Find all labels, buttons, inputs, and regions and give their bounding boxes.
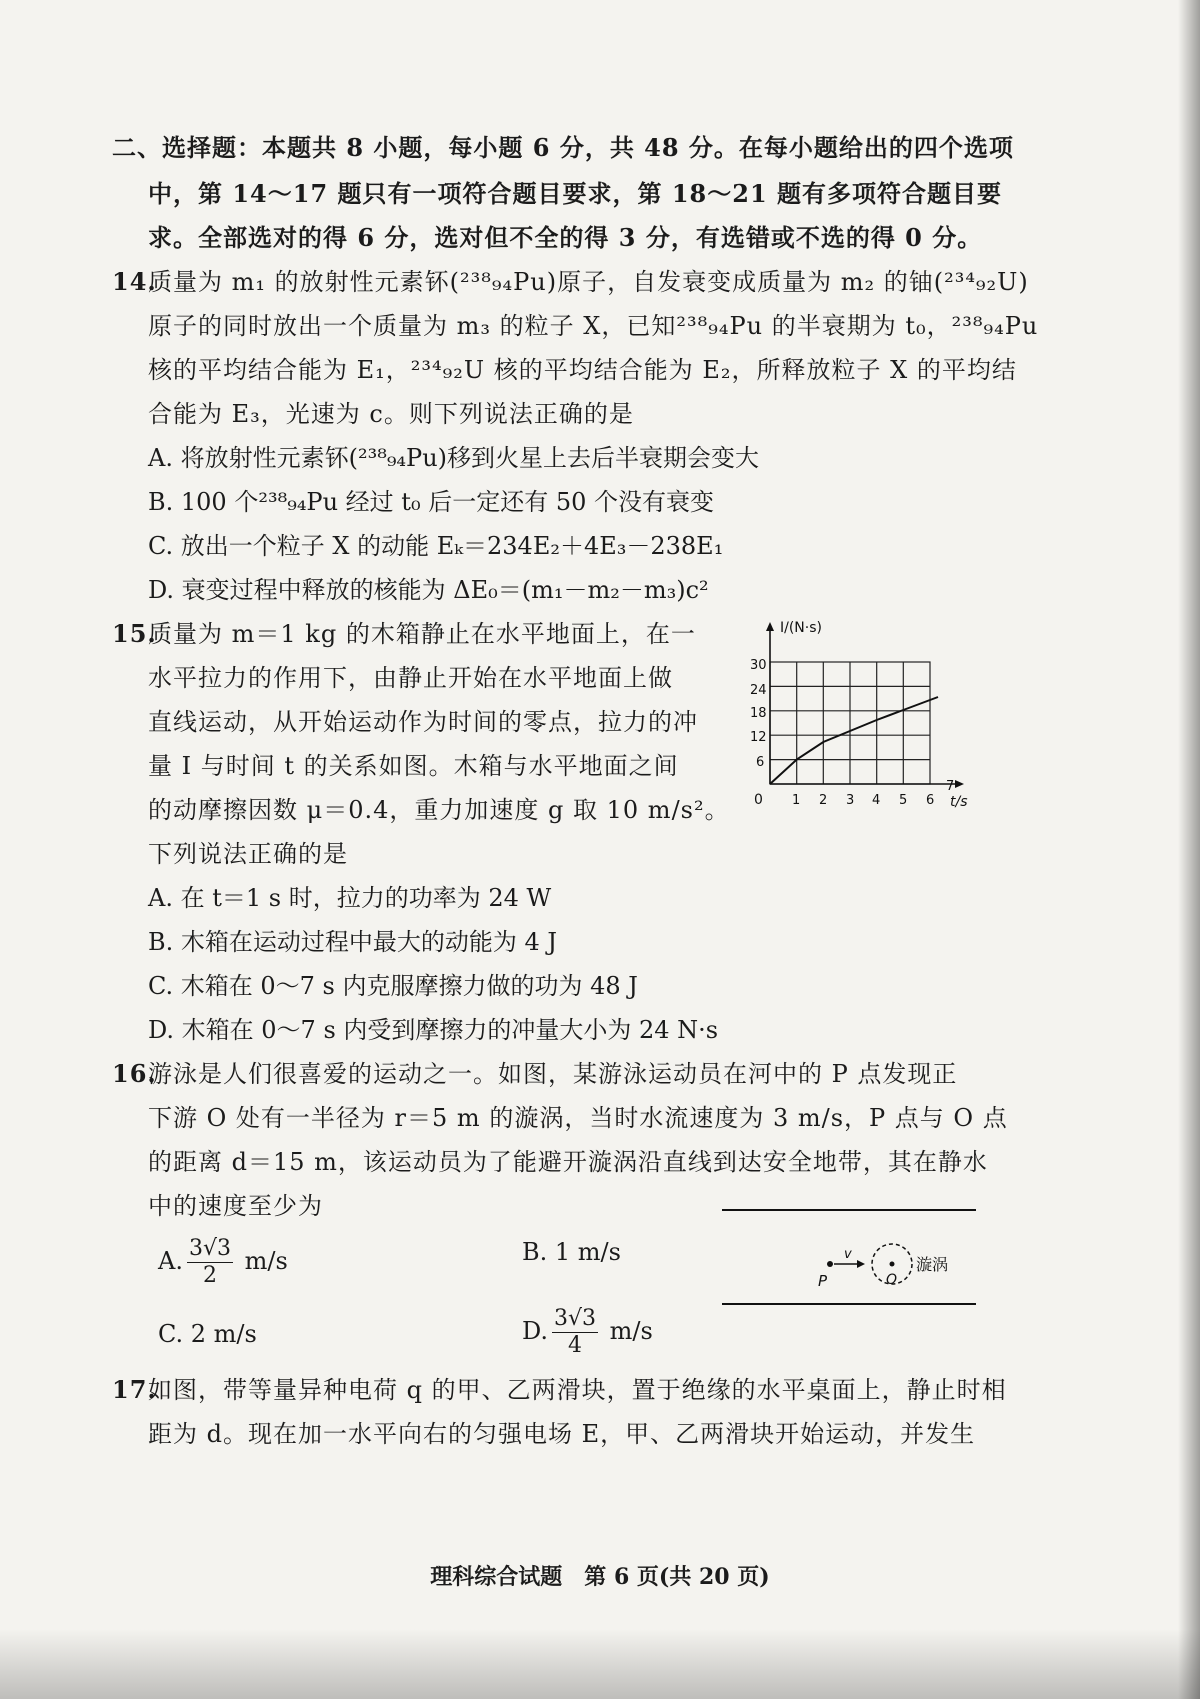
q16-option-b: B. 1 m/s xyxy=(522,1238,621,1266)
point-o-dot xyxy=(890,1262,895,1267)
x-tick-2: 2 xyxy=(819,793,828,808)
q14-stem-line-2: 原子的同时放出一个质量为 m₃ 的粒子 X，已知²³⁸₉₄Pu 的半衰期为 t₀，²³⁸₉₄Pu xyxy=(148,312,1039,340)
section-heading-line-1: 二、选择题：本题共 8 小题，每小题 6 分，共 48 分。在每小题给出的四个选项 xyxy=(112,133,1014,162)
scan-shadow-right xyxy=(1178,0,1200,1699)
q15-option-a: A. 在 t＝1 s 时，拉力的功率为 24 W xyxy=(148,884,552,912)
q15-option-b: B. 木箱在运动过程中最大的动能为 4 J xyxy=(148,928,558,956)
q16-option-d-fraction xyxy=(552,1306,598,1359)
y-tick-30: 30 xyxy=(750,658,767,673)
q15-stem-line-1: 质量为 m＝1 kg 的木箱静止在水平地面上，在一 xyxy=(148,620,696,648)
y-tick-6: 6 xyxy=(756,755,765,770)
q15-impulse-time-graph xyxy=(750,614,990,824)
q16-option-a-prefix: A. xyxy=(158,1247,183,1275)
q14-option-b: B. 100 个²³⁸₉₄Pu 经过 t₀ 后一定还有 50 个没有衰变 xyxy=(148,488,714,516)
q16-option-a-unit: m/s xyxy=(244,1247,288,1275)
figure-label-v: v xyxy=(844,1247,852,1262)
x-tick-6: 6 xyxy=(926,793,935,808)
q16-stem-line-2: 下游 O 处有一半径为 r＝5 m 的漩涡，当时水流速度为 3 m/s，P 点与 O 点 xyxy=(148,1104,1008,1132)
q16-option-c: C. 2 m/s xyxy=(158,1320,257,1348)
q16-stem-line-4: 中的速度至少为 xyxy=(148,1192,323,1220)
q14-stem-line-4: 合能为 E₃，光速为 c。则下列说法正确的是 xyxy=(148,400,634,428)
figure-label-o: O xyxy=(886,1272,898,1288)
y-tick-24: 24 xyxy=(750,683,767,698)
scan-shadow-bottom xyxy=(0,1629,1200,1699)
q15-stem-line-5: 的动摩擦因数 μ＝0.4，重力加速度 g 取 10 m/s²。 xyxy=(148,796,730,824)
q15-stem-line-3: 直线运动，从开始运动作为时间的零点，拉力的冲 xyxy=(148,708,698,736)
q15-stem-line-4: 量 I 与时间 t 的关系如图。木箱与水平地面之间 xyxy=(148,752,679,780)
q15-stem-line-6: 下列说法正确的是 xyxy=(148,840,348,868)
q14-option-d: D. 衰变过程中释放的核能为 ΔE₀＝(m₁－m₂－m₃)c² xyxy=(148,576,709,604)
q15-stem-line-2: 水平拉力的作用下，由静止开始在水平地面上做 xyxy=(148,664,673,692)
page-footer: 理科综合试题 第 6 页(共 20 页) xyxy=(430,1564,770,1590)
y-tick-18: 18 xyxy=(750,706,767,721)
x-tick-5: 5 xyxy=(899,793,908,808)
x-tick-3: 3 xyxy=(846,793,855,808)
impulse-curve xyxy=(770,697,938,784)
q17-number: 17. xyxy=(112,1375,157,1404)
q15-option-c: C. 木箱在 0～7 s 内克服摩擦力做的功为 48 J xyxy=(148,972,638,1000)
q14-stem-line-1: 质量为 m₁ 的放射性元素钚(²³⁸₉₄Pu)原子，自发衰变成质量为 m₂ 的铀(²³⁴₉₂U) xyxy=(148,268,1029,296)
figure-label-p: P xyxy=(818,1272,828,1290)
q16-option-a-fraction xyxy=(187,1236,233,1289)
q16-stem-line-1: 游泳是人们很喜爱的运动之一。如图，某游泳运动员在河中的 P 点发现正 xyxy=(148,1060,958,1088)
q17-stem-line-1: 如图，带等量异种电荷 q 的甲、乙两滑块，置于绝缘的水平桌面上，静止时相 xyxy=(148,1376,1007,1404)
section-heading-line-3: 求。全部选对的得 6 分，选对但不全的得 3 分，有选错或不选的得 0 分。 xyxy=(148,223,983,252)
q15-option-d: D. 木箱在 0～7 s 内受到摩擦力的冲量大小为 24 N·s xyxy=(148,1016,719,1044)
graph-x-label: t/s xyxy=(950,794,968,810)
q14-option-a: A. 将放射性元素钚(²³⁸₉₄Pu)移到火星上去后半衰期会变大 xyxy=(148,444,760,472)
q15-number: 15. xyxy=(112,619,157,648)
x-tick-7: 7 xyxy=(946,779,955,794)
q14-stem-line-3: 核的平均结合能为 E₁，²³⁴₉₂U 核的平均结合能为 E₂，所释放粒子 X 的平均结 xyxy=(148,356,1017,384)
q16-option-a-denominator: 2 xyxy=(202,1263,217,1288)
graph-origin-label: 0 xyxy=(754,792,763,808)
x-tick-4: 4 xyxy=(872,793,881,808)
y-tick-12: 12 xyxy=(750,730,767,745)
graph-y-label: I/(N·s) xyxy=(780,620,822,636)
graph-grid xyxy=(770,662,930,784)
q14-number: 14. xyxy=(112,267,157,296)
q14-option-c: C. 放出一个粒子 X 的动能 Eₖ＝234E₂＋4E₃－238E₁ xyxy=(148,532,724,560)
q16-river-vortex-figure xyxy=(720,1206,980,1310)
flow-arrow-head-icon xyxy=(857,1260,865,1268)
y-axis-arrow-icon xyxy=(766,622,774,631)
q16-number: 16. xyxy=(112,1059,157,1088)
q16-option-d-numerator: 3√3 xyxy=(554,1306,597,1331)
q16-stem-line-3: 的距离 d＝15 m，该运动员为了能避开漩涡沿直线到达安全地带，其在静水 xyxy=(148,1148,988,1176)
q16-option-d-denominator: 4 xyxy=(568,1333,583,1358)
q17-stem-line-2: 距为 d。现在加一水平向右的匀强电场 E，甲、乙两滑块开始运动，并发生 xyxy=(148,1420,976,1448)
q16-option-d-unit: m/s xyxy=(609,1317,653,1345)
q16-option-a-numerator: 3√3 xyxy=(188,1236,231,1261)
x-tick-1: 1 xyxy=(792,793,801,808)
x-axis-arrow-icon xyxy=(955,780,964,788)
section-heading-line-2: 中，第 14～17 题只有一项符合题目要求，第 18～21 题有多项符合题目要 xyxy=(148,179,1003,208)
figure-label-vortex: 漩涡 xyxy=(916,1255,949,1274)
q16-option-a xyxy=(158,1236,288,1289)
point-p-dot xyxy=(827,1261,833,1267)
q16-option-d xyxy=(522,1306,653,1359)
q16-option-d-prefix: D. xyxy=(522,1317,549,1345)
